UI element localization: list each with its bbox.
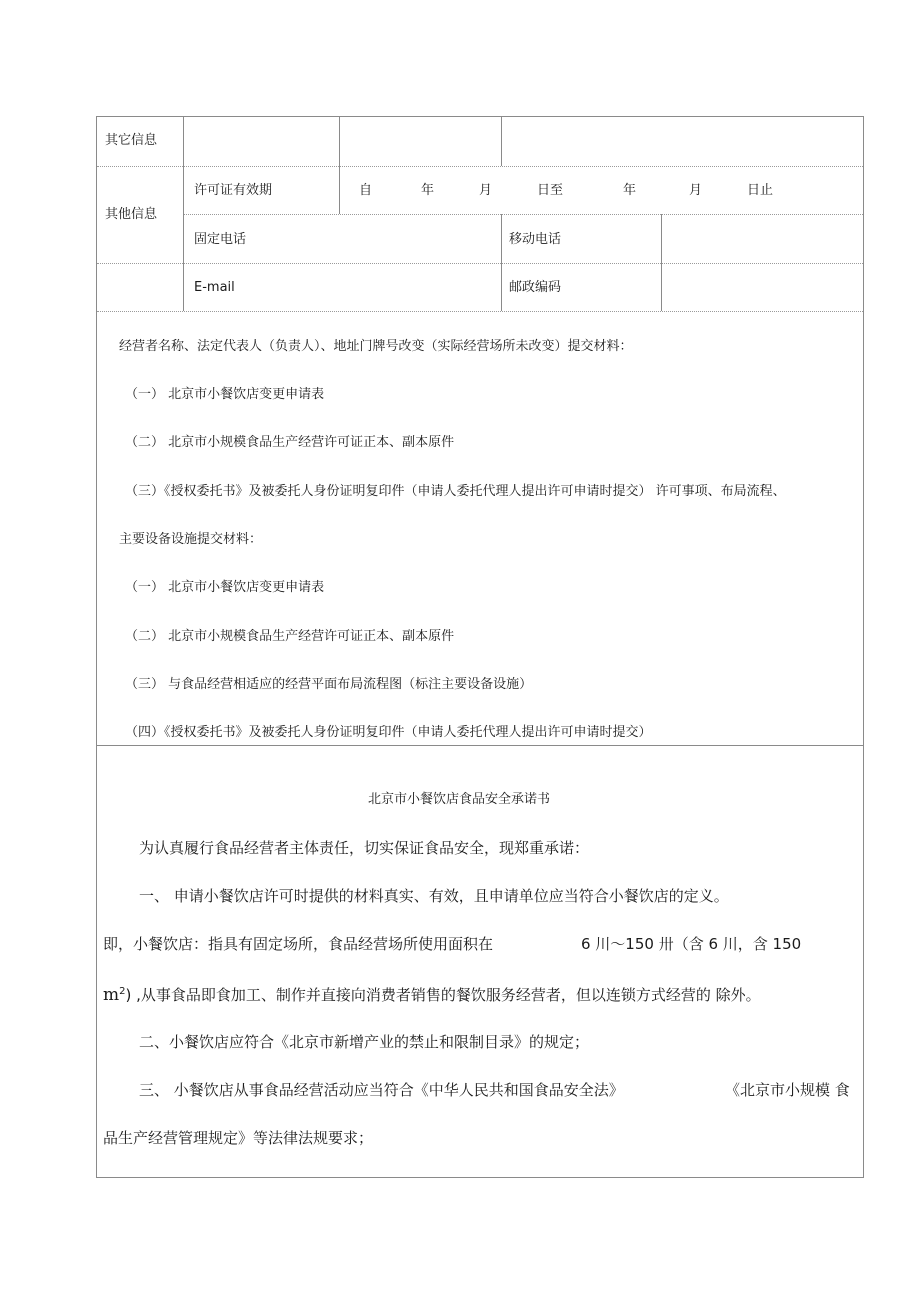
col-divider	[339, 117, 340, 214]
pledge-title: 北京市小餐饮店食品安全承诺书	[368, 792, 551, 807]
other-info-label: 其它信息	[105, 133, 158, 148]
materials-item: （二） 北京市小规模食品生产经营许可证正本、副本原件	[125, 435, 455, 450]
postcode-label: 邮政编码	[509, 280, 562, 295]
pledge-intro: 为认真履行食品经营者主体责任，切实保证食品安全，现郑重承诺：	[139, 839, 590, 857]
col-divider	[661, 214, 662, 311]
row-divider	[97, 311, 863, 312]
materials-item: （四）《授权委托书》及被委托人身份证明复印件（申请人委托代理人提出许可申请时提交）	[125, 725, 652, 740]
row-divider	[97, 263, 863, 264]
materials-intro-2: 主要设备设施提交材料：	[119, 532, 263, 547]
application-form	[96, 116, 864, 1178]
section-divider	[97, 745, 863, 746]
col-divider	[183, 117, 184, 311]
date-day-to: 日至	[537, 183, 564, 198]
materials-item: （一） 北京市小餐饮店变更申请表	[125, 580, 325, 595]
row-divider	[183, 214, 863, 215]
email-label: E-mail	[194, 280, 235, 295]
pledge-item-3-end: 品生产经营管理规定》等法律法规要求；	[103, 1129, 374, 1147]
date-month-2: 月	[689, 183, 703, 198]
date-month-1: 月	[479, 183, 493, 198]
date-day-end: 日止	[747, 183, 774, 198]
mobile-label: 移动电话	[509, 232, 562, 247]
materials-item: （一） 北京市小餐饮店变更申请表	[125, 387, 325, 402]
license-validity-label: 许可证有效期	[194, 183, 273, 198]
date-from: 自	[359, 183, 373, 198]
col-divider	[501, 117, 502, 166]
pledge-item-3: 三、 小餐饮店从事食品经营活动应当符合《中华人民共和国食品安全法》	[139, 1081, 624, 1099]
materials-item: （三） 与食品经营相适应的经营平面布局流程图（标注主要设备设施）	[125, 677, 533, 692]
pledge-item-3-cont: 《北京市小规模 食	[725, 1081, 850, 1099]
col-divider	[501, 214, 502, 311]
date-year-2: 年	[623, 183, 637, 198]
landline-label: 固定电话	[194, 232, 247, 247]
pledge-definition-a: 即，小餐饮店：指具有固定场所，食品经营场所使用面积在	[103, 935, 494, 953]
materials-intro-1: 经营者名称、法定代表人（负责人）、地址门牌号改变（实际经营场所未改变）提交材料：	[119, 339, 633, 354]
date-year-1: 年	[421, 183, 435, 198]
other-info-label-2: 其他信息	[105, 207, 158, 222]
pledge-definition-c: $m^2$) ,从事食品即食加工、制作并直接向消费者销售的餐饮服务经营者，但以连锁方式经营的 除外。	[103, 985, 761, 1005]
pledge-item-2: 二、小餐饮店应符合《北京市新增产业的禁止和限制目录》的规定；	[139, 1033, 590, 1051]
materials-item: （三）《授权委托书》及被委托人身份证明复印件（申请人委托代理人提出许可申请时提交） 许可事项、布局流程、	[125, 484, 786, 499]
materials-item: （二） 北京市小规模食品生产经营许可证正本、副本原件	[125, 629, 455, 644]
pledge-item-1: 一、 申请小餐饮店许可时提供的材料真实、有效，且申请单位应当符合小餐饮店的定义。	[139, 887, 729, 905]
row-divider	[97, 166, 863, 167]
pledge-definition-b: 6 川～150 卅（含 6 川，含 150	[581, 935, 802, 953]
